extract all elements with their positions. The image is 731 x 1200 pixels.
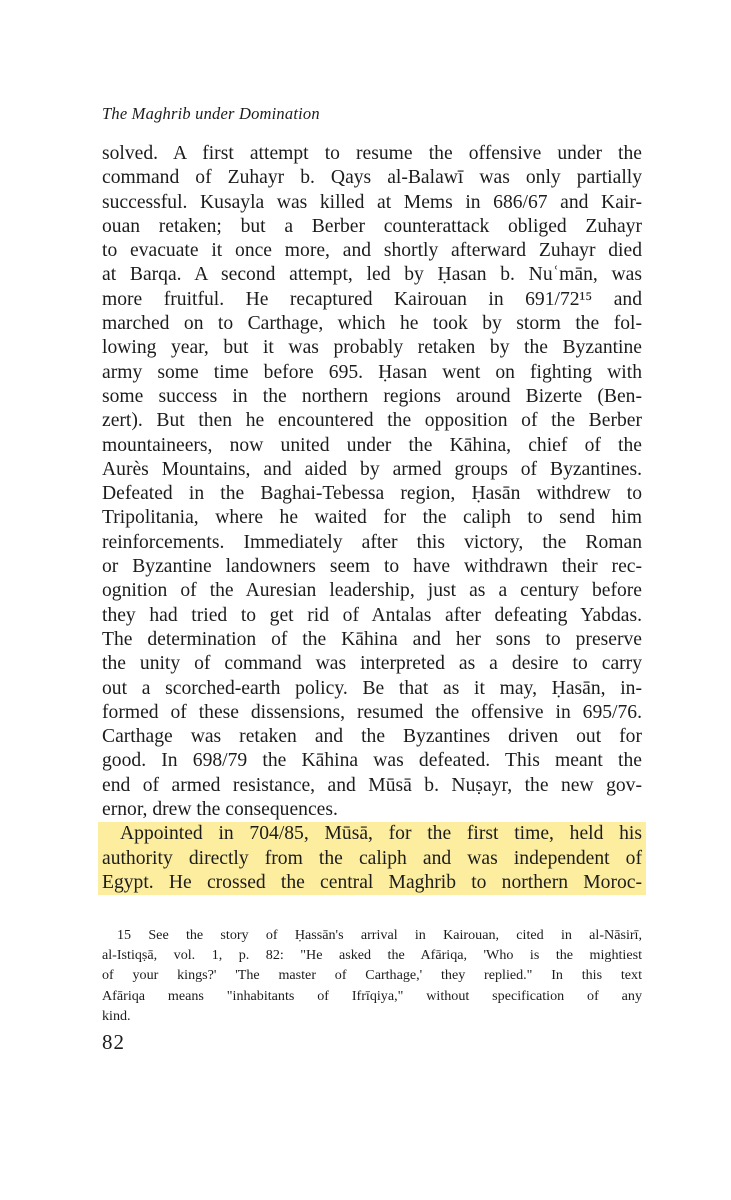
footnote-line: 15 See the story of Ḥassān's arrival in Kairouan, cited in al-Nāsirī, bbox=[117, 927, 642, 943]
page-number: 82 bbox=[102, 1030, 125, 1054]
text-line: Defeated in the Baghai-Tebessa region, Ḥasān withdrew to bbox=[102, 483, 642, 505]
text-line: more fruitful. He recaptured Kairouan in 691/72¹⁵ and bbox=[102, 288, 642, 310]
text-line: or Byzantine landowners seem to have withdrawn their rec- bbox=[102, 556, 642, 578]
footnote bbox=[102, 925, 642, 1026]
text-line: the unity of command was interpreted as a desire to carry bbox=[102, 653, 642, 675]
text-line: to evacuate it once more, and shortly afterward Zuhayr died bbox=[102, 240, 642, 262]
text-line: Carthage was retaken and the Byzantines driven out for bbox=[102, 726, 642, 748]
text-line: The determination of the Kāhina and her sons to preserve bbox=[102, 628, 642, 650]
text-line: Tripolitania, where he waited for the caliph to send him bbox=[102, 507, 642, 529]
text-line: ouan retaken; but a Berber counterattack obliged Zuhayr bbox=[102, 215, 642, 237]
running-head: The Maghrib under Domination bbox=[102, 104, 320, 123]
text-line: at Barqa. A second attempt, led by Ḥasan b. Nuʿmān, was bbox=[102, 264, 642, 286]
footnote-line: kind. bbox=[102, 1007, 131, 1024]
text-line: successful. Kusayla was killed at Mems in 686/67 and Kair- bbox=[102, 191, 642, 213]
text-line: formed of these dissensions, resumed the offensive in 695/76. bbox=[102, 701, 642, 723]
footnote-line: of your kings?' 'The master of Carthage,' they replied." In this text bbox=[102, 967, 642, 984]
text-line: solved. A first attempt to resume the offensive under the bbox=[102, 143, 642, 164]
footnote-line: Afāriqa means "inhabitants of Ifrīqiya," without specification of any bbox=[102, 987, 642, 1004]
text-line: army some time before 695. Ḥasan went on fighting with bbox=[102, 361, 642, 383]
text-line: ognition of the Auresian leadership, just as a century before bbox=[102, 580, 642, 602]
text-line: lowing year, but it was probably retaken by the Byzantine bbox=[102, 337, 642, 359]
text-line: they had tried to get rid of Antalas after defeating Yabdas. bbox=[102, 604, 642, 626]
highlighted-text-line: authority directly from the caliph and was independent of bbox=[98, 847, 646, 871]
footnote-line: al-Istiqṣā, vol. 1, p. 82: "He asked the Afāriqa, 'Who is the mightiest bbox=[102, 947, 642, 964]
text-line: some success in the northern regions around Bizerte (Ben- bbox=[102, 385, 642, 407]
text-line: zert). But then he encountered the opposition of the Berber bbox=[102, 410, 642, 432]
text-line: reinforcements. Immediately after this victory, the Roman bbox=[102, 531, 642, 553]
text-line: end of armed resistance, and Mūsā b. Nuṣayr, the new gov- bbox=[102, 774, 642, 796]
text-line: out a scorched-earth policy. Be that as it may, Ḥasān, in- bbox=[102, 677, 642, 699]
text-line: marched on to Carthage, which he took by storm the fol- bbox=[102, 313, 642, 335]
text-line: good. In 698/79 the Kāhina was defeated. This meant the bbox=[102, 750, 642, 772]
text-line: ernor, drew the consequences. bbox=[102, 799, 338, 821]
body-text bbox=[102, 142, 642, 895]
text-line: command of Zuhayr b. Qays al-Balawī was only partially bbox=[102, 167, 642, 189]
highlighted-text-line: Egypt. He crossed the central Maghrib to northern Moroc- bbox=[98, 871, 646, 895]
text-line: Aurès Mountains, and aided by armed groups of Byzantines. bbox=[102, 458, 642, 480]
text-line: mountaineers, now united under the Kāhina, chief of the bbox=[102, 434, 642, 456]
highlighted-text-line: Appointed in 704/85, Mūsā, for the first time, held his bbox=[98, 822, 646, 846]
